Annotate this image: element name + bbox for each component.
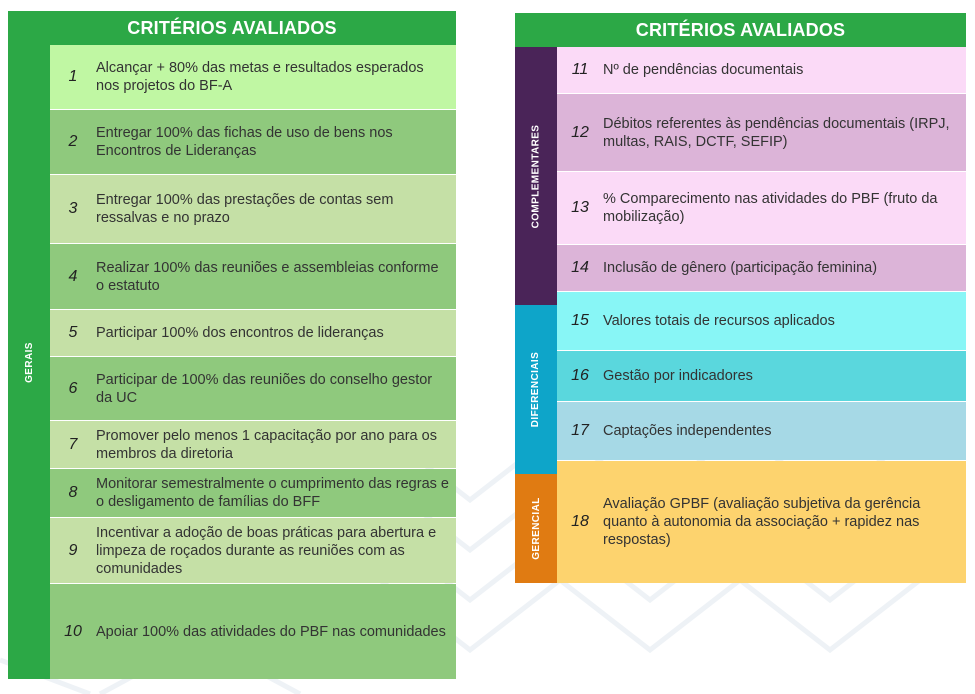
criteria-number: 9 [68,541,78,559]
criteria-row [50,421,456,468]
criteria-number: 12 [571,123,589,141]
criteria-text: Débitos referentes às pendências documentais (IRPJ, multas, RAIS, DCTF, SEFIP) [603,115,950,150]
criteria-text: Captações independentes [603,423,772,439]
criteria-row [50,518,456,583]
criteria-row [557,461,966,583]
criteria-text: Avaliação GPBF (avaliação subjetiva da gerência quanto à autonomia da associação + rapidez nas respostas) [603,496,921,548]
category-band-complementares [515,47,557,305]
criteria-row [50,175,456,243]
criteria-text: Inclusão de gênero (participação feminina) [603,260,878,276]
criteria-number: 4 [68,267,78,285]
criteria-text: Monitorar semestralmente o cumprimento das regras e o desligamento de famílias do BFF [96,476,449,510]
criteria-number: 11 [571,61,589,78]
criteria-row [50,357,456,420]
criteria-number: 6 [68,379,78,397]
criteria-number: 5 [68,324,78,341]
criteria-number: 18 [571,513,589,530]
criteria-row [557,351,966,401]
criteria-text: Realizar 100% das reuniões e assembleias conforme o estatuto [96,259,439,294]
criteria-number: 7 [68,435,78,453]
right-criteria-table [515,13,966,583]
criteria-number: 8 [68,484,78,501]
category-label-diferenciais: DIFERENCIAIS [530,351,542,428]
criteria-row [50,469,456,517]
criteria-number: 10 [64,622,82,640]
criteria-text: Gestão por indicadores [603,368,753,384]
right-table-header: CRITÉRIOS AVALIADOS [515,13,966,47]
criteria-row [557,172,966,244]
criteria-number: 13 [571,199,589,216]
criteria-text: Entregar 100% das prestações de contas sem ressalvas e no prazo [96,192,394,226]
criteria-row [50,310,456,356]
criteria-text: Participar 100% dos encontros de lideranças [96,325,384,341]
criteria-number: 2 [68,133,78,150]
criteria-row [557,94,966,171]
criteria-text: % Comparecimento nas atividades do PBF (fruto da mobilização) [603,191,938,225]
criteria-text: Valores totais de recursos aplicados [603,313,835,329]
criteria-row [557,245,966,291]
criteria-text: Alcançar + 80% das metas e resultados esperados nos projetos do BF-A [96,60,424,94]
category-band-diferenciais [515,305,557,474]
criteria-number: 16 [571,367,589,384]
criteria-text: Participar de 100% das reuniões do conselho gestor da UC [96,371,433,406]
criteria-text: Apoiar 100% das atividades do PBF nas comunidades [96,623,446,640]
criteria-row [557,402,966,460]
criteria-number: 14 [571,259,589,276]
category-label-complementares: COMPLEMENTARES [530,124,542,228]
criteria-row [50,584,456,679]
criteria-text: Incentivar a adoção de boas práticas para abertura e limpeza de roçados durante as reuniões com as comunidades [96,524,437,577]
criteria-text: Entregar 100% das fichas de uso de bens nos Encontros de Lideranças [96,125,393,159]
criteria-row [557,292,966,350]
criteria-text: Nº de pendências documentais [603,62,804,78]
criteria-row [557,47,966,93]
category-band-gerais [8,45,50,679]
left-table-header: CRITÉRIOS AVALIADOS [8,11,456,45]
left-criteria-table [8,11,456,679]
criteria-row [50,110,456,174]
criteria-row [50,45,456,109]
criteria-number: 3 [68,200,78,217]
criteria-text: Promover pelo menos 1 capacitação por ano para os membros da diretoria [96,427,437,462]
criteria-number: 15 [571,312,589,329]
category-label-gerencial: GERENCIAL [530,497,542,560]
category-band-gerencial [515,474,557,583]
category-label-gerais: GERAIS [23,341,35,383]
criteria-number: 1 [68,68,78,85]
criteria-row [50,244,456,309]
criteria-number: 17 [571,422,589,439]
